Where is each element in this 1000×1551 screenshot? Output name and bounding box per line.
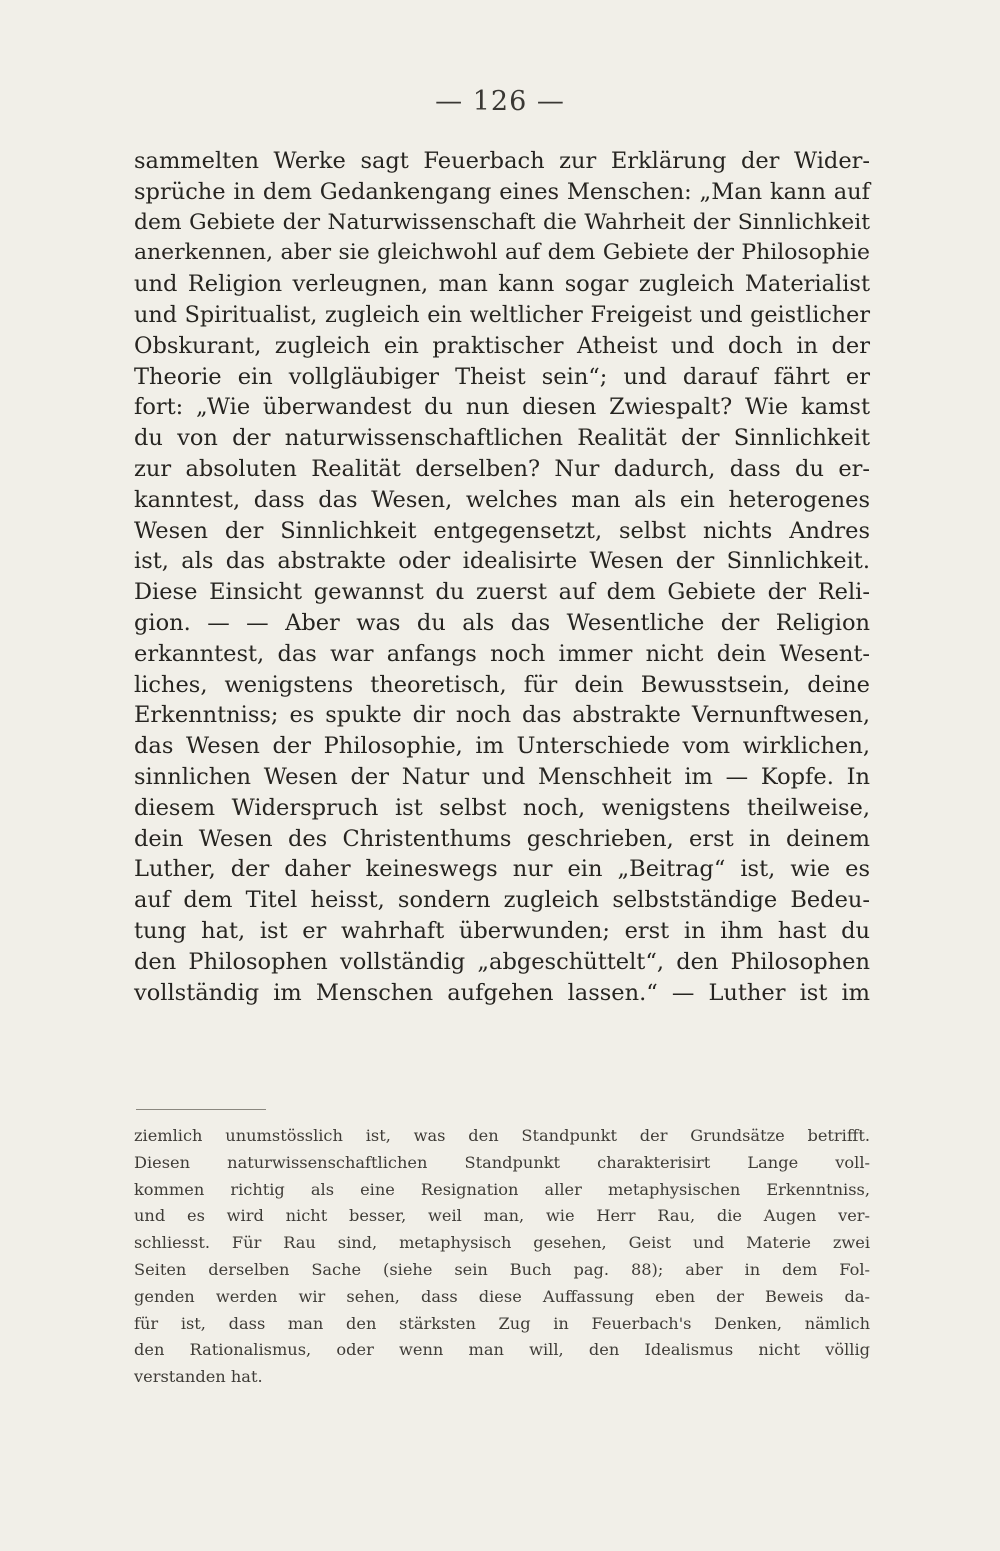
footnote-line: Diesen naturwissenschaftlichen Standpunkt charakterisirt Lange voll- <box>134 1152 870 1172</box>
text-line: erkanntest, das war anfangs noch immer nicht dein Wesent- <box>134 640 870 667</box>
text-line: den Philosophen vollständig „abgeschüttelt“, den Philosophen <box>134 948 870 975</box>
footnote-line: kommen richtig als eine Resignation aller metaphysischen Erkenntniss, <box>134 1179 870 1199</box>
text-line: sinnlichen Wesen der Natur und Menschheit im — Kopfe. In <box>134 763 870 790</box>
text-line: auf dem Titel heisst, sondern zugleich selbstständige Bedeu- <box>134 887 870 914</box>
footnote-separator <box>136 1109 266 1110</box>
text-line: Obskurant, zugleich ein praktischer Atheist und doch in der <box>134 332 870 359</box>
text-line: fort: „Wie überwandest du nun diesen Zwiespalt? Wie kamst <box>134 394 870 421</box>
text-line: Erkenntniss; es spukte dir noch das abstrakte Vernunftwesen, <box>134 702 870 729</box>
text-line: ist, als das abstrakte oder idealisirte Wesen der Sinnlichkeit. <box>134 548 870 575</box>
text-line: Theorie ein vollgläubiger Theist sein“; und darauf fährt er <box>134 363 870 390</box>
text-line: Wesen der Sinnlichkeit entgegensetzt, selbst nichts Andres <box>134 517 870 544</box>
footnote-line: genden werden wir sehen, dass diese Auffassung eben der Beweis da- <box>134 1286 870 1306</box>
footnote-line: und es wird nicht besser, weil man, wie Herr Rau, die Augen ver- <box>134 1206 870 1226</box>
text-line: gion. — — Aber was du als das Wesentliche der Religion <box>134 609 870 636</box>
page-number: — 126 — <box>435 86 565 117</box>
text-line: sammelten Werke sagt Feuerbach zur Erklärung der Wider- <box>134 148 870 174</box>
text-line: Diese Einsicht gewannst du zuerst auf dem Gebiete der Reli- <box>134 579 870 606</box>
text-line: sprüche in dem Gedankengang eines Menschen: „Man kann auf <box>134 178 870 205</box>
text-line: und Spiritualist, zugleich ein weltlicher Freigeist und geistlicher <box>134 301 870 328</box>
footnote-line: für ist, dass man den stärksten Zug in Feuerbach's Denken, nämlich <box>134 1313 870 1333</box>
footnote <box>134 1123 870 1391</box>
footnote-line: verstanden hat. <box>134 1367 263 1387</box>
text-line: du von der naturwissenschaftlichen Realität der Sinnlichkeit <box>134 425 870 452</box>
text-line: anerkennen, aber sie gleichwohl auf dem Gebiete der Philosophie <box>134 240 870 266</box>
text-line: tung hat, ist er wahrhaft überwunden; erst in ihm hast du <box>134 917 870 944</box>
text-line: kanntest, dass das Wesen, welches man als ein heterogenes <box>134 486 870 513</box>
text-line: vollständig im Menschen aufgehen lassen.“ — Luther ist im <box>134 979 870 1006</box>
main-text <box>134 146 870 1008</box>
text-line: diesem Widerspruch ist selbst noch, wenigstens theilweise, <box>134 794 870 821</box>
text-line: zur absoluten Realität derselben? Nur dadurch, dass du er- <box>134 455 870 482</box>
footnote-line: schliesst. Für Rau sind, metaphysisch gesehen, Geist und Materie zwei <box>134 1233 870 1253</box>
footnote-line: ziemlich unumstösslich ist, was den Standpunkt der Grundsätze betrifft. <box>134 1126 870 1145</box>
text-line: dem Gebiete der Naturwissenschaft die Wahrheit der Sinnlichkeit <box>134 209 870 235</box>
text-line: Luther, der daher keineswegs nur ein „Beitrag“ ist, wie es <box>134 856 870 883</box>
text-line: liches, wenigstens theoretisch, für dein Bewusstsein, deine <box>134 671 870 698</box>
text-line: und Religion verleugnen, man kann sogar zugleich Materialist <box>134 271 870 298</box>
footnote-line: Seiten derselben Sache (siehe sein Buch pag. 88); aber in dem Fol- <box>134 1259 870 1279</box>
text-line: das Wesen der Philosophie, im Unterschiede vom wirklichen, <box>134 733 870 760</box>
footnote-line: den Rationalismus, oder wenn man will, den Idealismus nicht völlig <box>134 1340 870 1360</box>
text-line: dein Wesen des Christenthums geschrieben, erst in deinem <box>134 825 870 852</box>
